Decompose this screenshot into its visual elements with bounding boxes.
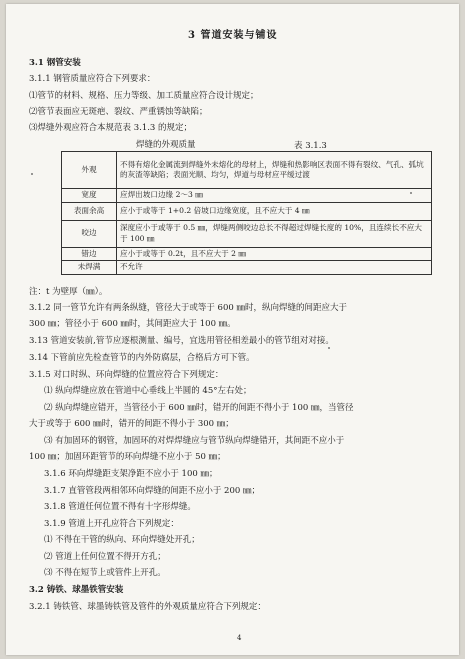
clause-3-1-1-item-3: ⑶焊缝外观应符合本规范表 3.1.3 的规定；: [29, 123, 193, 133]
scan-speck: [328, 347, 330, 349]
page-number: 4: [237, 634, 242, 642]
table-cell-label: 宽度: [62, 189, 117, 203]
table-cell-text: 应小于或等于 0.2t，且不应大于 2 ㎜: [117, 247, 432, 261]
table-caption: 焊缝的外观质量: [136, 140, 196, 150]
table-cell-text: 不得有熔化金属流到焊缝外未熔化的母材上，焊缝和热影响区表面不得有裂纹、气孔、弧坑的灰渣等缺陷；表面光顺、均匀，焊道与母材应平缓过渡: [117, 152, 432, 189]
section-3-2-heading: 3.2 铸铁、球墨铁管安装: [29, 585, 124, 595]
table-row: [62, 220, 432, 247]
table-row: [62, 189, 432, 203]
clause-3-1-5-item-3-line-1: ⑶ 有加固环的钢管，加固环的对焊焊缝应与管节纵向焊缝错开，其间距不应小于: [44, 436, 345, 446]
table-row: [62, 247, 432, 261]
clause-3-2-1: 3.2.1 铸铁管、球墨铸铁管及管件的外观质量应符合下列规定：: [29, 602, 266, 612]
scan-speck: [31, 173, 33, 175]
table-row: [62, 202, 432, 220]
clause-3-1-7: 3.1.7 直管管段两相邻环向焊缝的间距不应小于 200 ㎜；: [44, 486, 260, 496]
table-row: [62, 261, 432, 275]
document-page: [6, 4, 459, 655]
clause-3-1-2-line-1: 3.1.2 同一管节允许有两条纵缝，管径大于或等于 600 ㎜时，纵向焊缝的间距应大于: [29, 303, 347, 313]
clause-3-1-5: 3.1.5 对口时纵、环向焊缝的位置应符合下列规定：: [29, 370, 224, 380]
clause-3-1-6: 3.1.6 环向焊缝距支架净距不应小于 100 ㎜；: [44, 469, 218, 479]
table-cell-label: 咬边: [62, 220, 117, 247]
table-cell-text: 应小于或等于 1+0.2 倍坡口边缘宽度，且不应大于 4 ㎜: [117, 202, 432, 220]
table-cell-label: 表面余高: [62, 202, 117, 220]
clause-3-1-3: 3.13 管道安装前,管节应逐根测量、编号，宜选用管径相差最小的管节组对对接。: [29, 336, 334, 346]
clause-3-1-1: 3.1.1 钢管质量应符合下列要求：: [29, 74, 156, 84]
scan-speck: [410, 192, 412, 194]
weld-quality-table: [61, 151, 432, 275]
clause-3-1-4: 3.14 下管前应先检查管节的内外防腐层，合格后方可下管。: [29, 353, 255, 363]
table-cell-text: 深度应小于或等于 0.5 ㎜，焊缝两侧咬边总长不得超过焊缝长度的 10%，且连续长不应大于 100 ㎜: [117, 220, 432, 247]
clause-3-1-9: 3.1.9 管道上开孔应符合下列规定：: [44, 519, 179, 529]
clause-3-1-9-item-1: ⑴ 不得在干管的纵向、环向焊缝处开孔；: [44, 535, 200, 545]
table-cell-label: 未焊满: [62, 261, 117, 275]
table-row: [62, 152, 432, 189]
clause-3-1-5-item-2-line-2: 大于或等于 600 ㎜时，错开的间距不得小于 300 ㎜；: [29, 419, 234, 429]
clause-3-1-5-item-2-line-1: ⑵ 纵向焊缝应错开，当管径小于 600 ㎜时，错开的间距不得小于 100 ㎜，当管径: [44, 403, 354, 413]
table-cell-text: 应焊出坡口边缘 2～3 ㎜: [117, 189, 432, 203]
table-cell-label: 错边: [62, 247, 117, 261]
clause-3-1-8: 3.1.8 管道任何位置不得有十字形焊缝。: [44, 502, 196, 512]
clause-3-1-2-line-2: 300 ㎜；管径小于 600 ㎜时，其间距应大于 100 ㎜。: [29, 319, 236, 329]
clause-3-1-1-item-2: ⑵管节表面应无斑疤、裂纹、严重锈蚀等缺陷；: [29, 107, 208, 117]
clause-3-1-5-item-1: ⑴ 纵向焊缝应放在管道中心垂线上半圆的 45°左右处；: [44, 386, 252, 396]
chapter-title: 3 管道安装与铺设: [188, 30, 278, 41]
table-cell-label: 外观: [62, 152, 117, 189]
clause-3-1-9-item-2: ⑵ 管道上任何位置不得开方孔；: [44, 552, 166, 562]
clause-3-1-1-item-1: ⑴管节的材料、规格、压力等级、加工质量应符合设计规定；: [29, 91, 259, 101]
clause-3-1-9-item-3: ⑶ 不得在短节上或管件上开孔。: [44, 568, 166, 578]
clause-3-1-5-item-3-line-2: 100 ㎜；加固环距管节的环向焊缝不应小于 50 ㎜；: [29, 452, 226, 462]
table-cell-text: 不允许: [117, 261, 432, 275]
table-note: 注：t 为壁厚（㎜）。: [29, 287, 108, 297]
table-number: 表 3.1.3: [294, 141, 327, 151]
section-3-1-heading: 3.1 钢管安装: [29, 58, 81, 68]
